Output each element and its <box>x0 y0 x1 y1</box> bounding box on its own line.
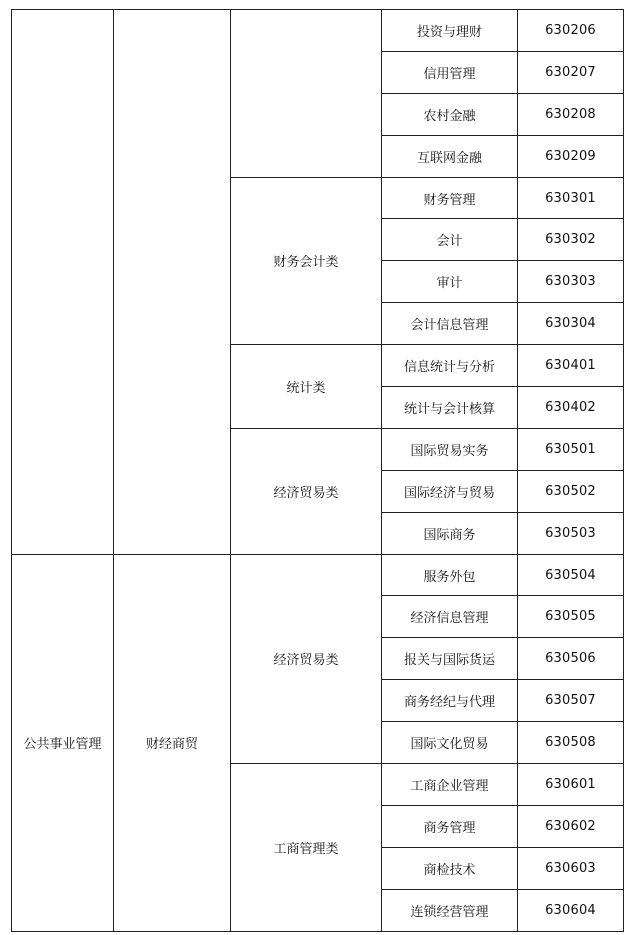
major-code: 630504 <box>518 554 624 596</box>
major-code: 630503 <box>518 512 624 554</box>
category-cell: 工商管理类 <box>231 764 382 932</box>
major-code: 630501 <box>518 428 624 470</box>
category-cell: 经济贸易类 <box>231 554 382 763</box>
major-code: 630303 <box>518 261 624 303</box>
major-code: 630601 <box>518 764 624 806</box>
category-cell-empty <box>231 10 382 178</box>
major-code: 630507 <box>518 680 624 722</box>
table-row <box>12 554 624 596</box>
major-code: 630502 <box>518 470 624 512</box>
major-name: 统计与会计核算 <box>382 387 518 429</box>
major-name: 会计信息管理 <box>382 303 518 345</box>
category-cell: 统计类 <box>231 345 382 429</box>
major-code: 630207 <box>518 51 624 93</box>
major-name: 国际商务 <box>382 512 518 554</box>
major-name: 投资与理财 <box>382 10 518 52</box>
table-row <box>12 10 624 52</box>
domain-cell: 公共事业管理 <box>12 554 114 931</box>
major-name: 商务经纪与代理 <box>382 680 518 722</box>
field-cell-empty <box>114 10 231 555</box>
major-name: 农村金融 <box>382 93 518 135</box>
major-code: 630402 <box>518 387 624 429</box>
major-name: 商检技术 <box>382 847 518 889</box>
major-name: 报关与国际货运 <box>382 638 518 680</box>
major-name: 国际经济与贸易 <box>382 470 518 512</box>
major-code: 630602 <box>518 805 624 847</box>
major-code: 630508 <box>518 722 624 764</box>
major-code: 630401 <box>518 345 624 387</box>
major-name: 财务管理 <box>382 177 518 219</box>
major-name: 互联网金融 <box>382 135 518 177</box>
major-code: 630206 <box>518 10 624 52</box>
domain-cell-empty <box>12 10 114 555</box>
category-cell: 财务会计类 <box>231 177 382 345</box>
major-name: 国际文化贸易 <box>382 722 518 764</box>
major-code: 630302 <box>518 219 624 261</box>
major-name: 信用管理 <box>382 51 518 93</box>
major-code: 630604 <box>518 889 624 931</box>
major-name: 信息统计与分析 <box>382 345 518 387</box>
major-name: 会计 <box>382 219 518 261</box>
category-cell: 经济贸易类 <box>231 428 382 554</box>
major-code: 630301 <box>518 177 624 219</box>
major-code: 630304 <box>518 303 624 345</box>
major-code: 630209 <box>518 135 624 177</box>
major-catalog-table <box>11 9 624 932</box>
major-code: 630208 <box>518 93 624 135</box>
major-name: 经济信息管理 <box>382 596 518 638</box>
major-name: 工商企业管理 <box>382 764 518 806</box>
major-name: 国际贸易实务 <box>382 428 518 470</box>
major-code: 630505 <box>518 596 624 638</box>
major-name: 服务外包 <box>382 554 518 596</box>
major-code: 630506 <box>518 638 624 680</box>
major-name: 审计 <box>382 261 518 303</box>
field-cell: 财经商贸 <box>114 554 231 931</box>
major-name: 商务管理 <box>382 805 518 847</box>
major-code: 630603 <box>518 847 624 889</box>
major-name: 连锁经营管理 <box>382 889 518 931</box>
